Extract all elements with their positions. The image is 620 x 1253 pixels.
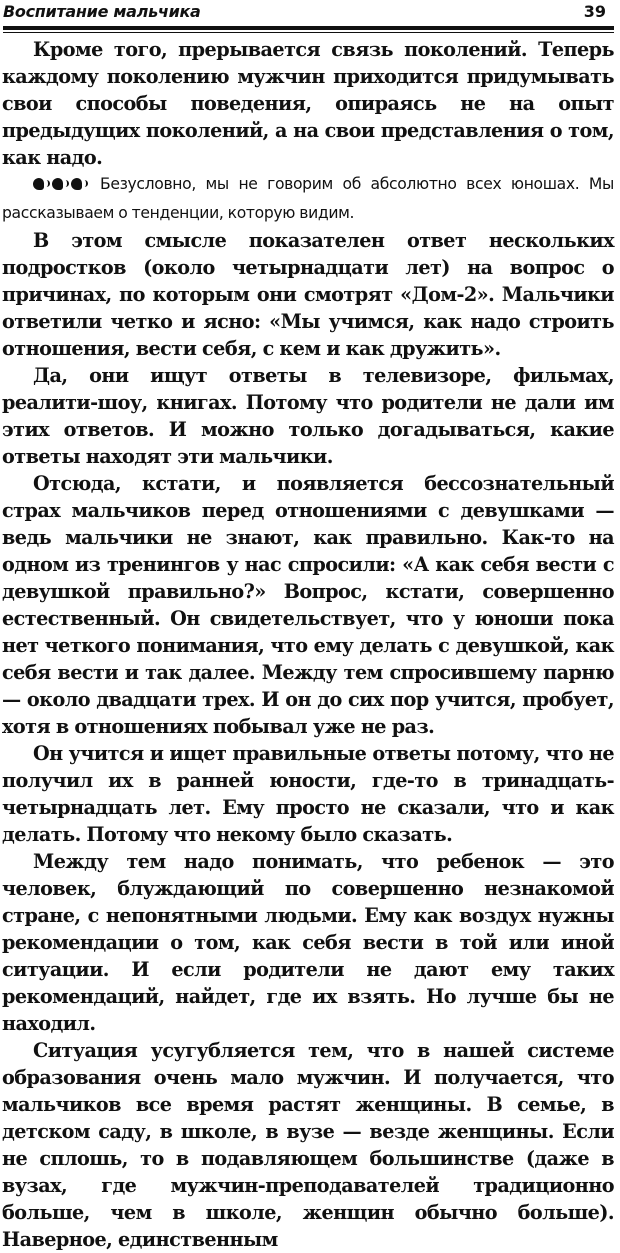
paragraph-2: В этом смысле показателен ответ нескольких подростков (около четырнадцати лет) на вопрос о причинах, по которым они смотрят «Дом-2». Мальчики ответили четко и ясно: «Мы учимся, как надо строить отношения, вести себя, с кем и как дружить». (2, 229, 614, 360)
speaking-heads-icon (33, 173, 90, 200)
paragraph-6: Между тем надо понимать, что ребенок — это человек, блуждающий по совершенно незнакомой стране, с непонятными людьми. Ему как воздух нужны рекомендации о том, как себя вести в той или иной ситуации. И если родители не дают ему таких рекомендаций, найдет, где их взять. Но лучше бы не находил. (2, 850, 614, 1035)
paragraph-1: Кроме того, прерывается связь поколений. Теперь каждому поколению мужчин приходится придумывать свои способы поведения, опираясь не на опыт предыдущих поколений, а на свои представления о том, как надо. (2, 38, 614, 169)
author-note-text: Безусловно, мы не говорим об абсолютно всех юношах. Мы рассказываем о тенденции, которую видим. (2, 175, 614, 222)
paragraph-7: Ситуация усугубляется тем, что в нашей системе образования очень мало мужчин. И получается, что мальчиков все время растят женщины. В семье, в детском саду, в школе, в вузе — везде женщины. Если не сплошь, то в подавляющем большинстве (даже в вузах, где мужчин-преподавателей традиционно больше, чем в школе, женщин обычно больше). Наверное, единственным (2, 1039, 614, 1251)
body-text (2, 36, 614, 1253)
author-note (2, 171, 614, 227)
running-head (3, 2, 614, 24)
page-number: 39 (583, 2, 606, 21)
paragraph-5: Он учится и ищет правильные ответы потому, что не получил их в ранней юности, где-то в тринадцать-четырнадцать лет. Ему просто не сказали, что и как делать. Потому что некому было сказать. (2, 742, 614, 846)
paragraph-4: Отсюда, кстати, и появляется бессознательный страх мальчиков перед отношениями с девушками — ведь мальчики не знают, как правильно. Как-то на одном из тренингов у нас спросили: «А как себя вести с девушкой правильно?» Вопрос, кстати, совершенно естественный. Он свидетельствует, что у юноши пока нет четкого понимания, что ему делать с девушкой, как себя вести и так далее. Между тем спросившему парню — около двадцати трех. И он до сих пор учится, пробует, хотя в отношениях побывал уже не раз. (2, 472, 614, 738)
paragraph-3: Да, они ищут ответы в телевизоре, фильмах, реалити-шоу, книгах. Потому что родители не дали им этих ответов. И можно только догадываться, какие ответы находят эти мальчики. (2, 364, 614, 468)
header-rule-thin (3, 32, 614, 33)
running-title: Воспитание мальчика (3, 2, 201, 21)
header-rule (3, 26, 614, 30)
